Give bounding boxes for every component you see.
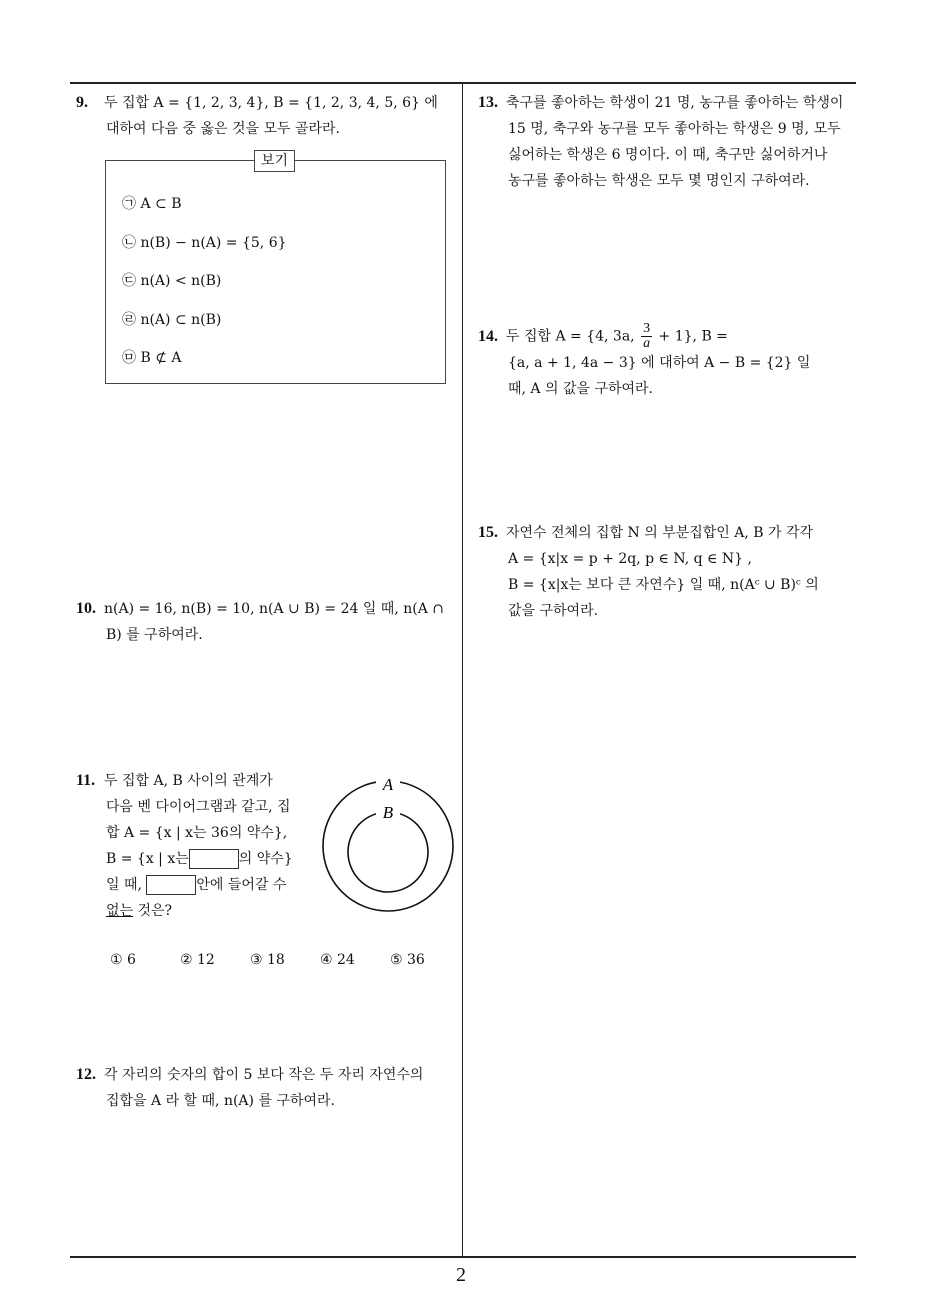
question-number: 15. (478, 524, 498, 541)
question-text: 안에 들어갈 수 (196, 877, 287, 893)
question-text: 두 집합 A = {4, 3a, (506, 328, 635, 345)
question-text: 것은? (133, 903, 173, 919)
question-14 (478, 322, 862, 402)
choice-4: ④ 24 (320, 952, 355, 968)
page-number: 2 (456, 1264, 466, 1286)
bottom-rule (70, 1256, 856, 1258)
venn-label-b: B (382, 803, 394, 822)
choice-5: ⑤ 36 (390, 952, 425, 968)
question-text: 두 집합 A, B 사이의 관계가 (104, 773, 273, 789)
fraction-denominator: a (643, 336, 651, 351)
venn-label-a: A (382, 775, 394, 794)
question-11 (76, 768, 316, 924)
question-text: n(A) = 16, n(B) = 10, n(A ∪ B) = 24 일 때, n(A ∩ (104, 601, 445, 617)
question-15 (478, 520, 862, 624)
question-text: 집합을 A 라 할 때, n(A) 를 구하여라. (106, 1093, 335, 1109)
question-text: 대하여 다음 중 옳은 것을 모두 골라라. (106, 121, 341, 137)
question-text: 값을 구하여라. (508, 603, 599, 619)
question-number: 13. (478, 94, 498, 111)
question-text: 두 집합 A = {1, 2, 3, 4}, B = {1, 2, 3, 4, 5, 6} 에 (104, 95, 438, 111)
bogi-option: ㉣ n(A) ⊂ n(B) (122, 312, 222, 328)
bogi-option: ㉡ n(B) − n(A) = {5, 6} (122, 235, 287, 251)
question-text: A = {x|x = p + 2q, p ∈ N, q ∈ N} , (508, 551, 752, 567)
question-text: 농구를 좋아하는 학생은 모두 몇 명인지 구하여라. (508, 173, 810, 189)
question-text: {a, a + 1, 4a − 3} 에 대하여 A − B = {2} 일 (508, 355, 811, 371)
question-number: 14. (478, 327, 498, 345)
question-number: 12. (76, 1066, 96, 1083)
question-9 (76, 90, 460, 142)
question-text: 다음 벤 다이어그램과 같고, 집 (106, 799, 291, 815)
fraction-numerator: 3 (643, 321, 651, 336)
question-text: 합 A = {x | x는 36의 약수}, (106, 825, 288, 841)
question-10 (76, 596, 460, 648)
bogi-option: ㉢ n(A) < n(B) (122, 273, 222, 289)
answer-blank (189, 849, 239, 869)
choice-1: ① 6 (110, 952, 136, 968)
question-text: 각 자리의 숫자의 합이 5 보다 작은 두 자리 자연수의 (104, 1067, 424, 1083)
question-text: 15 명, 축구와 농구를 모두 좋아하는 학생은 9 명, 모두 (508, 121, 841, 137)
question-number: 9. (76, 94, 88, 111)
choice-2: ② 12 (180, 952, 215, 968)
question-text: 의 약수} (238, 851, 293, 867)
question-number: 10. (76, 600, 96, 617)
venn-diagram (318, 774, 458, 914)
answer-blank (146, 875, 196, 895)
fraction (641, 322, 652, 351)
question-text: 자연수 전체의 집합 N 의 부분집합인 A, B 가 각각 (506, 525, 814, 541)
question-text: + 1}, B = (658, 328, 728, 345)
question-text: B = {x|x는 보다 큰 자연수} 일 때, n(Aᶜ ∪ B)ᶜ 의 (508, 577, 819, 593)
venn-inner-circle (348, 812, 428, 892)
bogi-option: ㉠ A ⊂ B (122, 196, 182, 212)
bogi-title: 보기 (254, 150, 295, 172)
bogi-option: ㉤ B ⊄ A (122, 350, 182, 366)
column-divider (462, 82, 463, 1257)
question-text: 때, A 의 값을 구하여라. (508, 381, 654, 397)
question-text: 일 때, (106, 877, 142, 893)
choice-3: ③ 18 (250, 952, 285, 968)
underlined-text: 없는 (106, 903, 134, 919)
question-number: 11. (76, 772, 96, 789)
question-text: 축구를 좋아하는 학생이 21 명, 농구를 좋아하는 학생이 (506, 95, 844, 111)
question-12 (76, 1062, 460, 1114)
question-text: 싫어하는 학생은 6 명이다. 이 때, 축구만 싫어하거나 (508, 147, 828, 163)
question-13 (478, 90, 862, 194)
question-text: B) 를 구하여라. (106, 627, 203, 643)
question-text: B = {x | x는 (106, 851, 189, 867)
